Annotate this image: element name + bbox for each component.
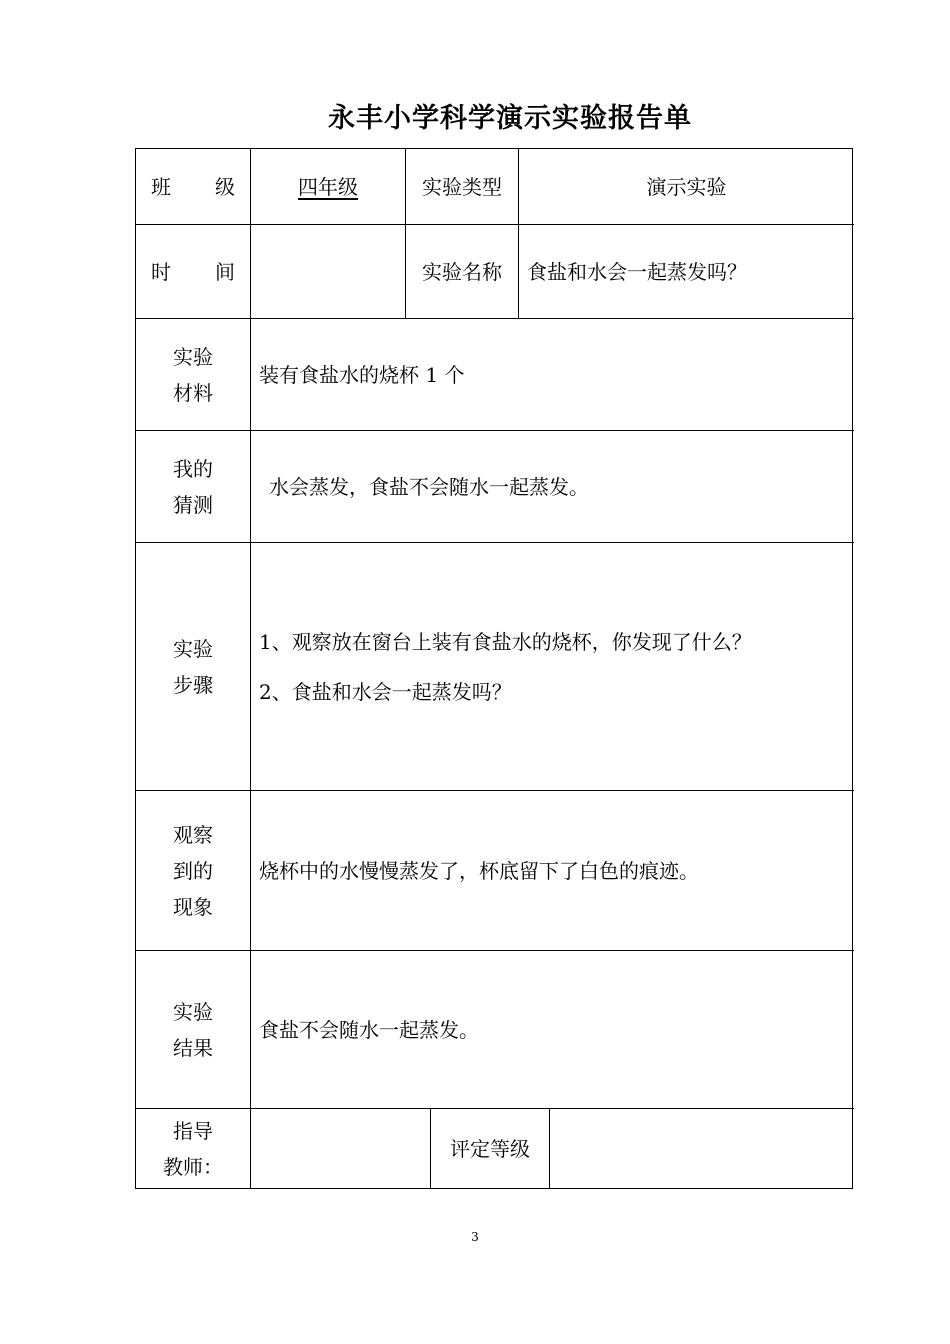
teacher-label-cell (136, 1109, 251, 1188)
rating-label: 评定等级 (450, 1136, 530, 1161)
guess-value: 水会蒸发，食盐不会随水一起蒸发。 (269, 474, 589, 499)
experiment-type-label-cell (406, 149, 519, 225)
experiment-type-value-cell (519, 149, 854, 225)
grade-value: 四年级 (298, 174, 358, 199)
time-label-cell (136, 225, 251, 319)
rating-value-cell (550, 1109, 854, 1188)
steps-value-cell (251, 543, 854, 791)
materials-value-cell (251, 319, 854, 431)
experiment-type-label: 实验类型 (422, 174, 502, 199)
grade-cell (251, 149, 406, 225)
result-value-cell (251, 951, 854, 1109)
steps-label-cell (136, 543, 251, 791)
experiment-type-value: 演示实验 (646, 174, 727, 199)
guess-label-line2: 猜测 (173, 492, 213, 517)
steps-label-line2: 步骤 (173, 672, 213, 697)
experiment-name-label-cell (406, 225, 519, 319)
teacher-label-line2: 教师： (163, 1154, 223, 1179)
class-label-cell (136, 149, 251, 225)
class-label-a: 班 (151, 174, 171, 199)
page-number: 3 (471, 1230, 479, 1244)
observation-label-line1: 观察 (173, 822, 213, 847)
materials-label-line1: 实验 (173, 344, 213, 369)
steps-label-line1: 实验 (173, 636, 213, 661)
teacher-value-cell (251, 1109, 431, 1188)
time-label-b: 间 (215, 259, 235, 284)
page-title: 永丰小学科学演示实验报告单 (328, 103, 692, 134)
result-label-line1: 实验 (173, 999, 213, 1024)
experiment-name-value: 食盐和水会一起蒸发吗？ (527, 259, 747, 284)
teacher-label-line1: 指导 (173, 1118, 213, 1143)
observation-label-cell (136, 791, 251, 951)
observation-label-line2: 到的 (173, 858, 213, 883)
result-value: 食盐不会随水一起蒸发。 (259, 1017, 479, 1042)
class-label-b: 级 (215, 174, 235, 199)
time-label-a: 时 (151, 259, 171, 284)
rating-label-cell (431, 1109, 550, 1188)
guess-label-line1: 我的 (173, 456, 213, 481)
materials-label-line2: 材料 (173, 380, 213, 405)
guess-label-cell (136, 431, 251, 543)
result-label-cell (136, 951, 251, 1109)
result-label-line2: 结果 (173, 1035, 213, 1060)
step-item-2: 2、食盐和水会一起蒸发吗？ (259, 679, 512, 704)
experiment-name-value-cell (519, 225, 854, 319)
time-value-cell (251, 225, 406, 319)
observation-label-line3: 现象 (173, 894, 213, 919)
guess-value-cell (251, 431, 854, 543)
materials-value: 装有食盐水的烧杯 1 个 (259, 362, 465, 387)
report-table (135, 148, 853, 1189)
materials-label-cell (136, 319, 251, 431)
observation-value: 烧杯中的水慢慢蒸发了，杯底留下了白色的痕迹。 (259, 858, 699, 883)
experiment-name-label: 实验名称 (422, 259, 502, 284)
observation-value-cell (251, 791, 854, 951)
step-item-1: 1、观察放在窗台上装有食盐水的烧杯，你发现了什么？ (259, 629, 752, 654)
